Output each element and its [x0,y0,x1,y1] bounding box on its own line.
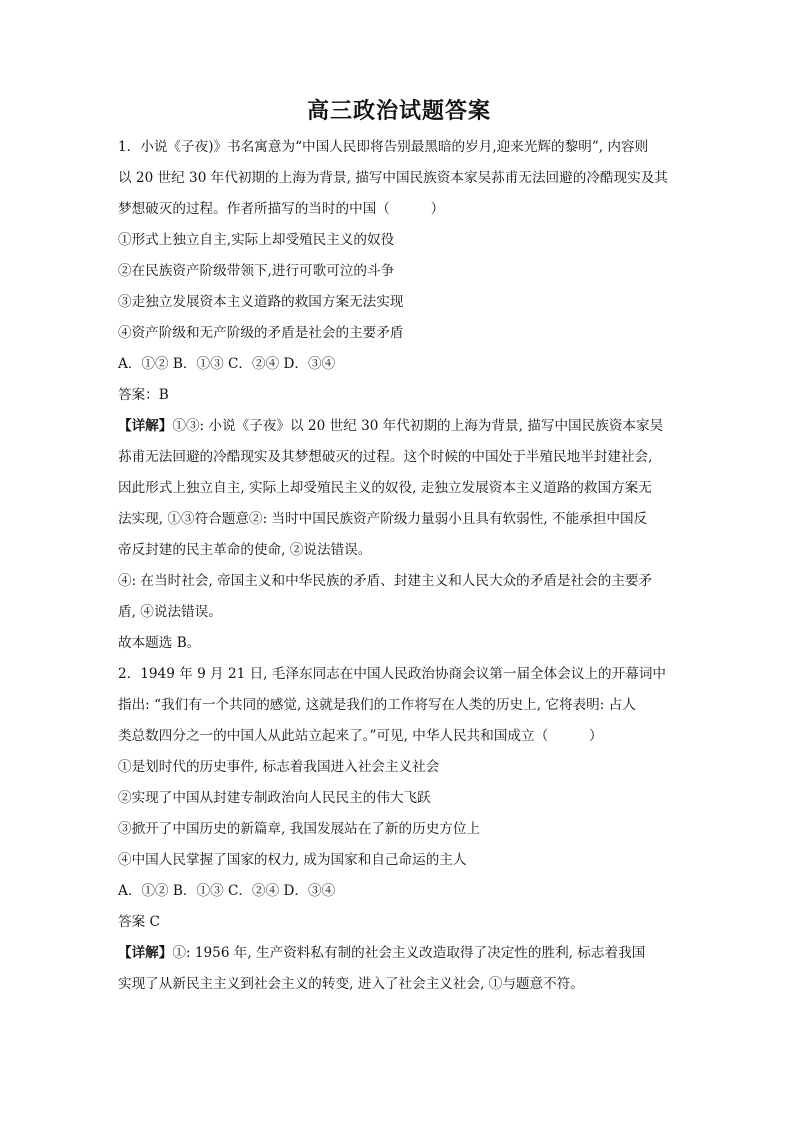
q2-option: ②实现了中国从封建专制政治向人民民主的伟大飞跃 [118,790,431,806]
q1-answer: 答案：B [118,387,169,403]
q2-option: ①是划时代的历史事件, 标志着我国进入社会主义社会 [118,759,440,775]
document-page [118,96,680,1000]
question-1 [118,132,680,659]
q2-analysis-line [118,938,680,969]
q2-stem-line: 指出: “我们有一个共同的感觉, 这就是我们的工作将写在人类的历史上, 它将表明: 占人 [118,697,636,713]
q2-option: ③掀开了中国历史的新篇章, 我国发展站在了新的历史方位上 [118,821,481,837]
q1-option: ④资产阶级和无产阶级的矛盾是社会的主要矛盾 [118,325,404,341]
q2-option: ④中国人民掌握了国家的权力, 成为国家和自己命运的主人 [118,852,467,868]
q1-analysis-line: 帝反封建的民主革命的使命, ②说法错误。 [118,542,372,558]
q1-analysis-line: 法实现, ①③符合题意②: 当时中国民族资产阶级力量弱小且具有软弱性, 不能承担中国反 [118,511,648,527]
document-title: 高三政治试题答案 [306,98,491,124]
q2-stem-line: 2．1949 年 9 月 21 日, 毛泽东同志在中国人民政治协商会议第一届全体会议上的开幕词中 [118,666,667,682]
q1-stem-line: 梦想破灭的过程。作者所描写的当时的中国（ ） [118,201,445,217]
q1-analysis-label: 【详解】 [118,418,173,434]
q1-analysis-text: ①③: 小说《子夜》以 20 世纪 30 年代初期的上海为背景, 描写中国民族资本家吴 [172,418,664,434]
q1-analysis-line: ④: 在当时社会, 帝国主义和中华民族的矛盾、封建主义和人民大众的矛盾是社会的主要矛 [118,573,653,589]
q1-option: ②在民族资产阶级带领下,进行可歌可泣的斗争 [118,263,395,279]
q1-analysis-line: 盾, ④说法错误。 [118,604,222,620]
q1-option: ③走独立发展资本主义道路的救国方案无法实现 [118,294,404,310]
q2-analysis-text: ①: 1956 年, 生产资料私有制的社会主义改造取得了决定性的胜利, 标志着我国 [172,945,646,961]
q1-conclusion: 故本题选 B。 [118,635,201,651]
q1-stem-line: 1．小说《子夜)》书名寓意为“中国人民即将告别最黑暗的岁月,迎来光辉的黎明”, 内容则 [118,139,649,155]
q1-analysis-line: 因此形式上独立自主, 实际上却受殖民主义的奴役, 走独立发展资本主义道路的救国方案无 [118,480,652,496]
question-2 [118,659,680,1000]
q2-analysis-line: 实现了从新民主主义到社会主义的转变, 进入了社会主义社会, ①与题意不符。 [118,976,584,992]
q2-stem-line: 类总数四分之一的中国人从此站立起来了。”可见, 中华人民共和国成立（ ） [118,728,603,744]
q1-analysis-line: 荪甫无法回避的冷酷现实及其梦想破灭的过程。这个时候的中国处于半殖民地半封建社会, [118,449,653,465]
q2-analysis-label: 【详解】 [118,945,173,961]
q2-choices: A．①② B．①③ C．②④ D．③④ [118,883,336,899]
q1-stem-line: 以 20 世纪 30 年代初期的上海为背景, 描写中国民族资本家吴荪甫无法回避的冷酷现实及其 [118,170,668,186]
q1-analysis-line [118,411,680,442]
q1-choices: A．①② B．①③ C．②④ D．③④ [118,356,336,372]
q1-option: ①形式上独立自主,实际上却受殖民主义的奴役 [118,232,395,248]
q2-answer: 答案 C [118,914,160,930]
